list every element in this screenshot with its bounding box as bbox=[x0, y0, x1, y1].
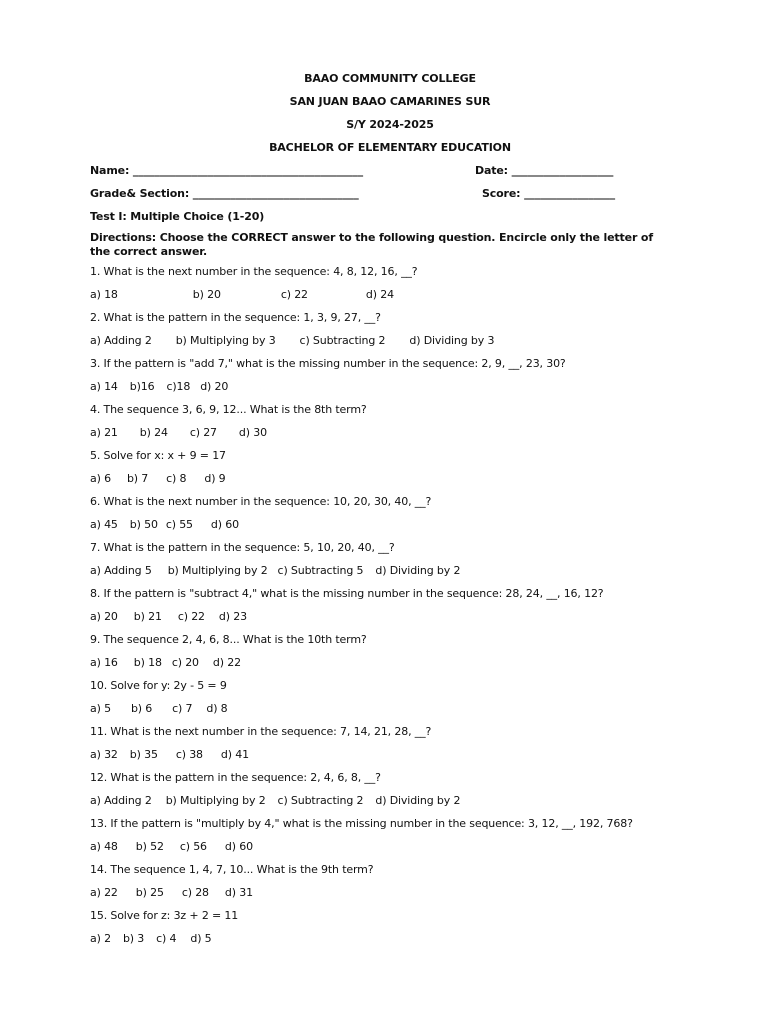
option-choice[interactable]: a) 22 bbox=[90, 886, 118, 899]
option-choice[interactable]: a) 18 bbox=[90, 288, 118, 301]
question-text: 1. What is the next number in the sequence: 4, 8, 12, 16, __? bbox=[90, 265, 418, 278]
question-text: 14. The sequence 1, 4, 7, 10... What is the 9th term? bbox=[90, 863, 374, 876]
school-year: S/Y 2024-2025 bbox=[346, 118, 434, 131]
question-options bbox=[90, 286, 690, 309]
test-title: Test I: Multiple Choice (1-20) bbox=[90, 210, 265, 223]
option-choice[interactable]: a) 45 bbox=[90, 518, 118, 531]
option-choice[interactable]: b) 20 bbox=[192, 288, 221, 301]
question-options bbox=[90, 930, 690, 953]
question-text: 13. If the pattern is "multiply by 4," what is the missing number in the sequence: 3, 12, __, 192, 768? bbox=[90, 817, 633, 830]
question-list bbox=[90, 263, 690, 953]
option-choice[interactable]: c) Subtracting 5 bbox=[277, 564, 364, 577]
date-field: Date: ___________________ bbox=[475, 164, 614, 177]
option-choice[interactable]: a) 6 bbox=[90, 472, 111, 485]
question-options bbox=[90, 700, 690, 723]
option-choice[interactable]: a) 48 bbox=[90, 840, 118, 853]
exam-page bbox=[90, 70, 690, 953]
question-text: 3. If the pattern is "add 7," what is the missing number in the sequence: 2, 9, __, 23, 30? bbox=[90, 357, 566, 370]
question-text: 15. Solve for z: 3z + 2 = 11 bbox=[90, 909, 239, 922]
option-choice[interactable]: d) 30 bbox=[238, 426, 267, 439]
question-options bbox=[90, 746, 690, 769]
option-choice[interactable]: c) 22 bbox=[177, 610, 205, 623]
option-choice[interactable]: d) Dividing by 2 bbox=[375, 564, 461, 577]
option-choice[interactable]: d) 9 bbox=[204, 472, 226, 485]
option-choice[interactable]: b) 7 bbox=[126, 472, 149, 485]
question-options bbox=[90, 424, 690, 447]
college-address: SAN JUAN BAAO CAMARINES SUR bbox=[289, 95, 491, 108]
question-text: 4. The sequence 3, 6, 9, 12... What is the 8th term? bbox=[90, 403, 367, 416]
option-choice[interactable]: c)18 bbox=[166, 380, 191, 393]
test-directions: Directions: Choose the CORRECT answer to the following question. Encircle only the letter of the correct answer. bbox=[90, 231, 653, 258]
question-text: 8. If the pattern is "subtract 4," what is the missing number in the sequence: 28, 24, __, 16, 12? bbox=[90, 587, 604, 600]
option-choice[interactable]: b) 21 bbox=[133, 610, 162, 623]
option-choice[interactable]: d) Dividing by 3 bbox=[409, 334, 495, 347]
question-options bbox=[90, 378, 690, 401]
question-text: 12. What is the pattern in the sequence: 2, 4, 6, 8, __? bbox=[90, 771, 381, 784]
question-text: 2. What is the pattern in the sequence: 1, 3, 9, 27, __? bbox=[90, 311, 381, 324]
option-choice[interactable]: c) 4 bbox=[156, 932, 177, 945]
option-choice[interactable]: d) 41 bbox=[220, 748, 249, 761]
option-choice[interactable]: a) 20 bbox=[90, 610, 118, 623]
question-options bbox=[90, 516, 690, 539]
option-choice[interactable]: d) 60 bbox=[210, 518, 239, 531]
option-choice[interactable]: b)16 bbox=[129, 380, 155, 393]
question-text: 9. The sequence 2, 4, 6, 8... What is the 10th term? bbox=[90, 633, 367, 646]
college-name: BAAO COMMUNITY COLLEGE bbox=[304, 72, 476, 85]
option-choice[interactable]: a) Adding 2 bbox=[90, 794, 152, 807]
question-text: 10. Solve for y: 2y - 5 = 9 bbox=[90, 679, 227, 692]
option-choice[interactable]: c) 22 bbox=[280, 288, 308, 301]
option-choice[interactable]: c) 56 bbox=[179, 840, 207, 853]
question-options bbox=[90, 332, 690, 355]
score-field: Score: _________________ bbox=[482, 187, 616, 200]
question-options bbox=[90, 562, 690, 585]
grade-section-field: Grade& Section: _______________________________ bbox=[90, 187, 359, 200]
option-choice[interactable]: a) Adding 5 bbox=[90, 564, 152, 577]
option-choice[interactable]: b) 18 bbox=[133, 656, 162, 669]
option-choice[interactable]: c) 55 bbox=[165, 518, 193, 531]
grade-score-row bbox=[90, 185, 690, 208]
question-options bbox=[90, 654, 690, 677]
option-choice[interactable]: b) Multiplying by 2 bbox=[167, 564, 268, 577]
option-choice[interactable]: d) 22 bbox=[212, 656, 241, 669]
question-options bbox=[90, 470, 690, 493]
option-choice[interactable]: b) 6 bbox=[130, 702, 153, 715]
option-choice[interactable]: c) Subtracting 2 bbox=[299, 334, 386, 347]
question-options bbox=[90, 608, 690, 631]
option-choice[interactable]: b) 52 bbox=[135, 840, 164, 853]
question-options bbox=[90, 884, 690, 907]
question-text: 5. Solve for x: x + 9 = 17 bbox=[90, 449, 226, 462]
option-choice[interactable]: d) 8 bbox=[206, 702, 228, 715]
option-choice[interactable]: b) Multiplying by 3 bbox=[175, 334, 276, 347]
option-choice[interactable]: b) 24 bbox=[139, 426, 168, 439]
option-choice[interactable]: c) 38 bbox=[175, 748, 203, 761]
option-choice[interactable]: d) 5 bbox=[190, 932, 212, 945]
program-name: BACHELOR OF ELEMENTARY EDUCATION bbox=[269, 141, 511, 154]
option-choice[interactable]: b) 35 bbox=[129, 748, 158, 761]
name-date-row bbox=[90, 162, 690, 185]
question-options bbox=[90, 792, 690, 815]
option-choice[interactable]: a) 32 bbox=[90, 748, 118, 761]
question-text: 6. What is the next number in the sequence: 10, 20, 30, 40, __? bbox=[90, 495, 432, 508]
option-choice[interactable]: a) 5 bbox=[90, 702, 111, 715]
option-choice[interactable]: d) 31 bbox=[224, 886, 253, 899]
option-choice[interactable]: b) Multiplying by 2 bbox=[165, 794, 266, 807]
option-choice[interactable]: b) 3 bbox=[122, 932, 145, 945]
option-choice[interactable]: a) 21 bbox=[90, 426, 118, 439]
option-choice[interactable]: a) 16 bbox=[90, 656, 118, 669]
option-choice[interactable]: a) Adding 2 bbox=[90, 334, 152, 347]
option-choice[interactable]: d) 23 bbox=[218, 610, 247, 623]
option-choice[interactable]: c) 20 bbox=[171, 656, 199, 669]
option-choice[interactable]: a) 14 bbox=[90, 380, 118, 393]
option-choice[interactable]: c) 8 bbox=[166, 472, 187, 485]
option-choice[interactable]: c) 7 bbox=[172, 702, 193, 715]
option-choice[interactable]: b) 25 bbox=[135, 886, 164, 899]
option-choice[interactable]: c) 27 bbox=[189, 426, 217, 439]
option-choice[interactable]: d) 24 bbox=[365, 288, 394, 301]
option-choice[interactable]: d) 60 bbox=[224, 840, 253, 853]
question-text: 11. What is the next number in the sequence: 7, 14, 21, 28, __? bbox=[90, 725, 432, 738]
option-choice[interactable]: d) 20 bbox=[200, 380, 229, 393]
option-choice[interactable]: b) 50 bbox=[129, 518, 158, 531]
question-text: 7. What is the pattern in the sequence: 5, 10, 20, 40, __? bbox=[90, 541, 395, 554]
name-field: Name: ___________________________________________ bbox=[90, 164, 363, 177]
question-options bbox=[90, 838, 690, 861]
option-choice[interactable]: a) 2 bbox=[90, 932, 111, 945]
option-choice[interactable]: c) 28 bbox=[181, 886, 209, 899]
option-choice[interactable]: d) Dividing by 2 bbox=[375, 794, 461, 807]
option-choice[interactable]: c) Subtracting 2 bbox=[277, 794, 364, 807]
